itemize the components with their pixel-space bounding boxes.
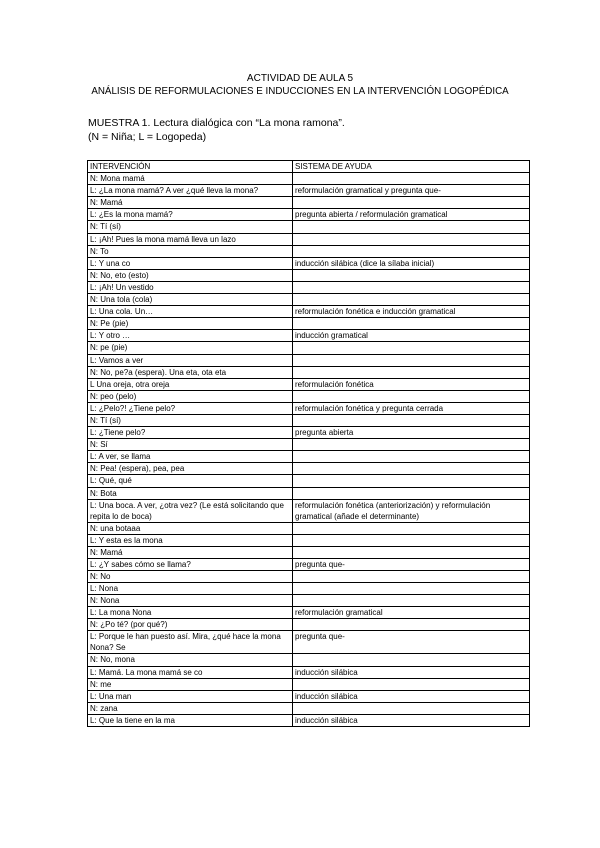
table-row — [88, 546, 530, 558]
table-row — [88, 354, 530, 366]
help-system-cell: reformulación fonética (anteriorización) y reformulación gramatical (añade el determinante) — [293, 499, 530, 522]
intervention-cell: N: To — [88, 245, 293, 257]
intervention-cell: N: No, mona — [88, 654, 293, 666]
help-system-cell: reformulación fonética y pregunta cerrada — [293, 402, 530, 414]
intervention-cell: L: ¿Es la mona mamá? — [88, 209, 293, 221]
table-row — [88, 427, 530, 439]
help-system-cell — [293, 197, 530, 209]
help-system-cell: pregunta abierta — [293, 427, 530, 439]
intervention-cell: N: peo (pelo) — [88, 390, 293, 402]
intervention-cell: L: ¿Pelo?! ¿Tiene pelo? — [88, 402, 293, 414]
table-row — [88, 558, 530, 570]
intervention-cell: L: ¿Y sabes cómo se llama? — [88, 558, 293, 570]
header-intervention: INTERVENCIÓN — [88, 161, 293, 173]
intervention-cell: N: Pea! (espera), pea, pea — [88, 463, 293, 475]
table-row — [88, 571, 530, 583]
table-header-row — [88, 161, 530, 173]
help-system-cell: inducción silábica (dice la sílaba inicial) — [293, 257, 530, 269]
help-system-cell — [293, 654, 530, 666]
intervention-cell: L: Vamos a ver — [88, 354, 293, 366]
table-row — [88, 666, 530, 678]
intervention-cell: L: Porque le han puesto así. Mira, ¿qué hace la mona Nona? Se — [88, 631, 293, 654]
header-help-system: SISTEMA DE AYUDA — [293, 161, 530, 173]
intervention-cell: N: me — [88, 678, 293, 690]
intervention-cell: L: Una cola. Un… — [88, 306, 293, 318]
help-system-cell — [293, 269, 530, 281]
table-row — [88, 690, 530, 702]
table-row — [88, 414, 530, 426]
help-system-cell: reformulación gramatical — [293, 607, 530, 619]
intervention-cell: N: Nona — [88, 595, 293, 607]
help-system-cell: pregunta que- — [293, 558, 530, 570]
help-system-cell — [293, 245, 530, 257]
table-row — [88, 583, 530, 595]
table-row — [88, 499, 530, 522]
intervention-cell: N: Bota — [88, 487, 293, 499]
intervention-cell: L: Y otro … — [88, 330, 293, 342]
help-system-cell — [293, 678, 530, 690]
table-row — [88, 245, 530, 257]
table-row — [88, 257, 530, 269]
help-system-cell — [293, 439, 530, 451]
help-system-cell: reformulación gramatical y pregunta que- — [293, 185, 530, 197]
table-row — [88, 402, 530, 414]
intervention-cell: L: La mona Nona — [88, 607, 293, 619]
help-system-cell — [293, 619, 530, 631]
intervention-cell: N: Mamá — [88, 197, 293, 209]
intervention-cell: N: ¿Po té? (por qué?) — [88, 619, 293, 631]
help-system-cell — [293, 173, 530, 185]
help-system-cell — [293, 233, 530, 245]
help-system-cell — [293, 294, 530, 306]
table-row — [88, 654, 530, 666]
table-row — [88, 221, 530, 233]
intervention-cell: L Una oreja, otra oreja — [88, 378, 293, 390]
help-system-cell — [293, 487, 530, 499]
table-row — [88, 342, 530, 354]
intervention-cell: L: ¡Ah! Pues la mona mamá lleva un lazo — [88, 233, 293, 245]
intervention-cell: N: pe (pie) — [88, 342, 293, 354]
intervention-cell: L: Nona — [88, 583, 293, 595]
table-row — [88, 197, 530, 209]
intervention-cell: N: Sí — [88, 439, 293, 451]
intervention-table — [87, 160, 530, 727]
table-row — [88, 475, 530, 487]
intervention-cell: N: Tí (sí) — [88, 221, 293, 233]
table-row — [88, 173, 530, 185]
help-system-cell: inducción gramatical — [293, 330, 530, 342]
intervention-cell: N: No, pe?a (espera). Una eta, ota eta — [88, 366, 293, 378]
help-system-cell — [293, 534, 530, 546]
table-row — [88, 306, 530, 318]
intervention-cell: L: Y una co — [88, 257, 293, 269]
table-row — [88, 595, 530, 607]
table-row — [88, 522, 530, 534]
help-system-cell — [293, 451, 530, 463]
intervention-cell: L: Mamá. La mona mamá se co — [88, 666, 293, 678]
table-row — [88, 631, 530, 654]
intervention-cell: N: Una tola (cola) — [88, 294, 293, 306]
help-system-cell: pregunta abierta / reformulación gramatical — [293, 209, 530, 221]
intervention-cell: L: Una man — [88, 690, 293, 702]
table-row — [88, 233, 530, 245]
sample-title: MUESTRA 1. Lectura dialógica con “La mona ramona”. — [88, 117, 345, 129]
help-system-cell — [293, 281, 530, 293]
table-row — [88, 390, 530, 402]
help-system-cell — [293, 354, 530, 366]
intervention-cell: L: A ver, se llama — [88, 451, 293, 463]
intervention-cell: L: Qué, qué — [88, 475, 293, 487]
table-row — [88, 619, 530, 631]
help-system-cell — [293, 702, 530, 714]
table-row — [88, 330, 530, 342]
intervention-cell: N: una botaaa — [88, 522, 293, 534]
table-row — [88, 294, 530, 306]
help-system-cell — [293, 571, 530, 583]
help-system-cell — [293, 390, 530, 402]
table-row — [88, 209, 530, 221]
table-row — [88, 269, 530, 281]
help-system-cell — [293, 221, 530, 233]
intervention-cell: N: zana — [88, 702, 293, 714]
help-system-cell — [293, 318, 530, 330]
help-system-cell — [293, 463, 530, 475]
table-row — [88, 534, 530, 546]
table-row — [88, 463, 530, 475]
intervention-cell: L: Una boca. A ver, ¿otra vez? (Le está solicitando que repita lo de boca) — [88, 499, 293, 522]
intervention-cell: L: Que la tiene en la ma — [88, 714, 293, 726]
help-system-cell: pregunta que- — [293, 631, 530, 654]
table-row — [88, 702, 530, 714]
help-system-cell — [293, 546, 530, 558]
table-row — [88, 366, 530, 378]
table-row — [88, 378, 530, 390]
intervention-cell: N: Tí (sí) — [88, 414, 293, 426]
table-row — [88, 185, 530, 197]
help-system-cell: inducción silábica — [293, 714, 530, 726]
activity-title: ACTIVIDAD DE AULA 5 — [246, 73, 354, 84]
activity-subtitle: ANÁLISIS DE REFORMULACIONES E INDUCCIONES EN LA INTERVENCIÓN LOGOPÉDICA — [91, 86, 509, 97]
sample-legend: (N = Niña; L = Logopeda) — [88, 131, 207, 143]
help-system-cell — [293, 595, 530, 607]
intervention-cell: N: No, eto (esto) — [88, 269, 293, 281]
table-row — [88, 439, 530, 451]
help-system-cell — [293, 414, 530, 426]
intervention-cell: L: ¡Ah! Un vestido — [88, 281, 293, 293]
help-system-cell: reformulación fonética — [293, 378, 530, 390]
help-system-cell: inducción silábica — [293, 690, 530, 702]
intervention-cell: N: Mamá — [88, 546, 293, 558]
intervention-cell: N: Mona mamá — [88, 173, 293, 185]
help-system-cell — [293, 342, 530, 354]
table-row — [88, 451, 530, 463]
help-system-cell — [293, 583, 530, 595]
intervention-cell: L: ¿Tiene pelo? — [88, 427, 293, 439]
table-row — [88, 318, 530, 330]
intervention-cell: N: Pe (pie) — [88, 318, 293, 330]
help-system-cell — [293, 522, 530, 534]
help-system-cell: reformulación fonética e inducción gramatical — [293, 306, 530, 318]
help-system-cell — [293, 475, 530, 487]
table-row — [88, 487, 530, 499]
table-row — [88, 714, 530, 726]
help-system-cell: inducción silábica — [293, 666, 530, 678]
help-system-cell — [293, 366, 530, 378]
intervention-cell: L: ¿La mona mamá? A ver ¿qué lleva la mona? — [88, 185, 293, 197]
table-row — [88, 678, 530, 690]
table-row — [88, 607, 530, 619]
intervention-cell: L: Y esta es la mona — [88, 534, 293, 546]
intervention-cell: N: No — [88, 571, 293, 583]
table-row — [88, 281, 530, 293]
